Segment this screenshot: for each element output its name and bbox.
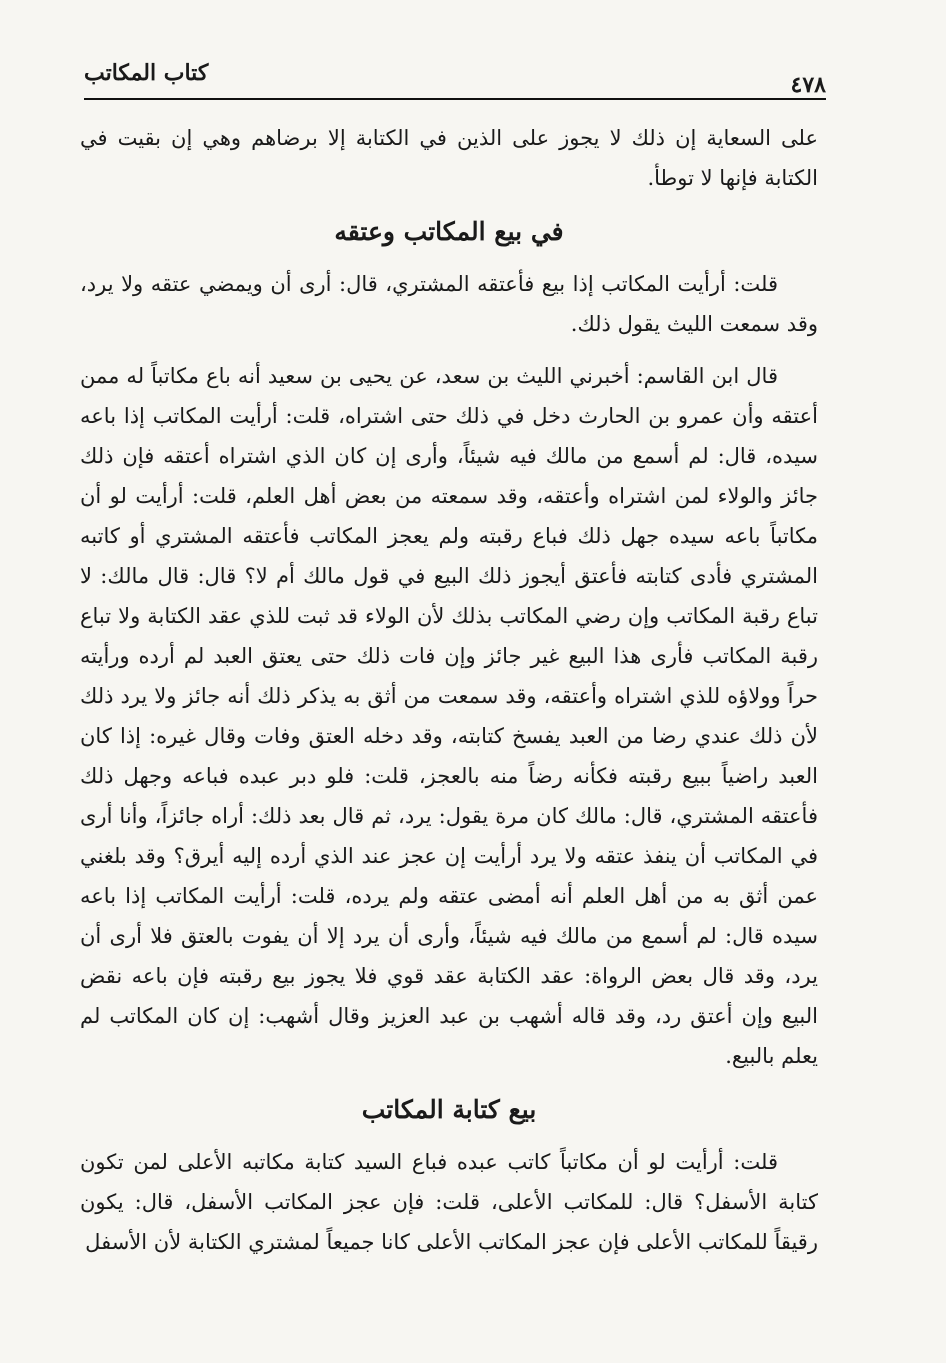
paragraph: قلت: أرأيت المكاتب إذا بيع فأعتقه المشتري، قال: أرى أن ويمضي عتقه ولا يرد، وقد سمعت الليث يقول ذلك. <box>80 272 818 336</box>
section-heading-sale-and-manumission: في بيع المكاتب وعتقه <box>334 217 564 246</box>
running-header <box>84 58 826 100</box>
paragraph: قال ابن القاسم: أخبرني الليث بن سعد، عن يحيى بن سعيد أنه باع مكاتباً له ممن أعتقه وأن عمرو بن الحارث دخل في ذلك حتى اشتراه، قلت: أرأيت المكاتب إذا باعه سيده، قال: لم أسمع من مالك فيه شيئاً، وأرى إن كان الذي اشتراه أعتقه فإن ذلك جائز والولاء لمن اشتراه وأعتقه، وقد سمعته من بعض أهل العلم، قلت: أرأيت لو أن مكاتباً باعه سيده جهل ذلك فباع رقبته ولم يعجز المكاتب فأعتقه المشتري أو كاتبه المشتري فأدى كتابته فأعتق أيجوز ذلك البيع في قول مالك أم لا؟ قال: قال مالك: لا تباع رقبة المكاتب وإن رضي المكاتب بذلك لأن الولاء قد ثبت للذي عقد الكتابة ولا تباع رقبة المكاتب فأرى هذا البيع غير جائز وإن فات ذلك حتى يعتق العبد لم أرده ورأيته حراً وولاؤه للذي اشتراه وأعتقه، وقد سمعت من أثق به يذكر ذلك أنه جائز ولا يرد ذلك لأن ذلك عندي رضا من العبد يفسخ كتابته، وقد دخله العتق وفات وقال غيره: إذا كان العبد راضياً ببيع رقبته فكأنه رضاً منه بالعجز، قلت: فلو دبر عبده فباعه وجهل ذلك فأعتقه المشتري، قال: مالك كان مرة يقول: يرد، ثم قال بعد ذلك: أراه جائزاً، وأنا أرى في المكاتب أن ينفذ عتقه ولا يرد أرأيت إن عجز عند الذي أرده إليه أيرق؟ وقد بلغني عمن أثق به من أهل العلم أنه أمضى عتقه ولم يرده، قلت: أرأيت المكاتب إذا باعه سيده قال: لم أسمع من مالك فيه شيئاً، وأرى أن يرد إلا أن يفوت بالعتق فلا أرى أن يرد، وقد قال بعض الرواة: عقد الكتابة عقد قوي فلا يجوز بيع رقبته فإن باعه نقض البيع وإن أعتق رد، وقد قاله أشهب بن عبد العزيز وقال أشهب: إن كان المكاتب لم يعلم بالبيع. <box>80 364 819 1068</box>
book-title: كتاب المكاتب <box>84 60 209 86</box>
section-heading-sale-of-contract: بيع كتابة المكاتب <box>361 1095 537 1124</box>
page-body <box>80 118 818 1262</box>
paragraph-continuation: على السعاية إن ذلك لا يجوز على الذين في الكتابة إلا برضاهم وهي إن بقيت في الكتابة فإنها لا توطأ. <box>80 126 818 190</box>
page-number: ٤٧٨ <box>790 72 826 98</box>
paragraph: قلت: أرأيت لو أن مكاتباً كاتب عبده فباع السيد كتابة مكاتبه الأعلى لمن تكون كتابة الأسفل؟ قال: للمكاتب الأعلى، قلت: فإن عجز المكاتب الأسفل، قال: يكون رقيقاً للمكاتب الأعلى فإن عجز المكاتب الأعلى كانا جميعاً لمشتري الكتابة لأن الأسفل <box>80 1150 818 1254</box>
